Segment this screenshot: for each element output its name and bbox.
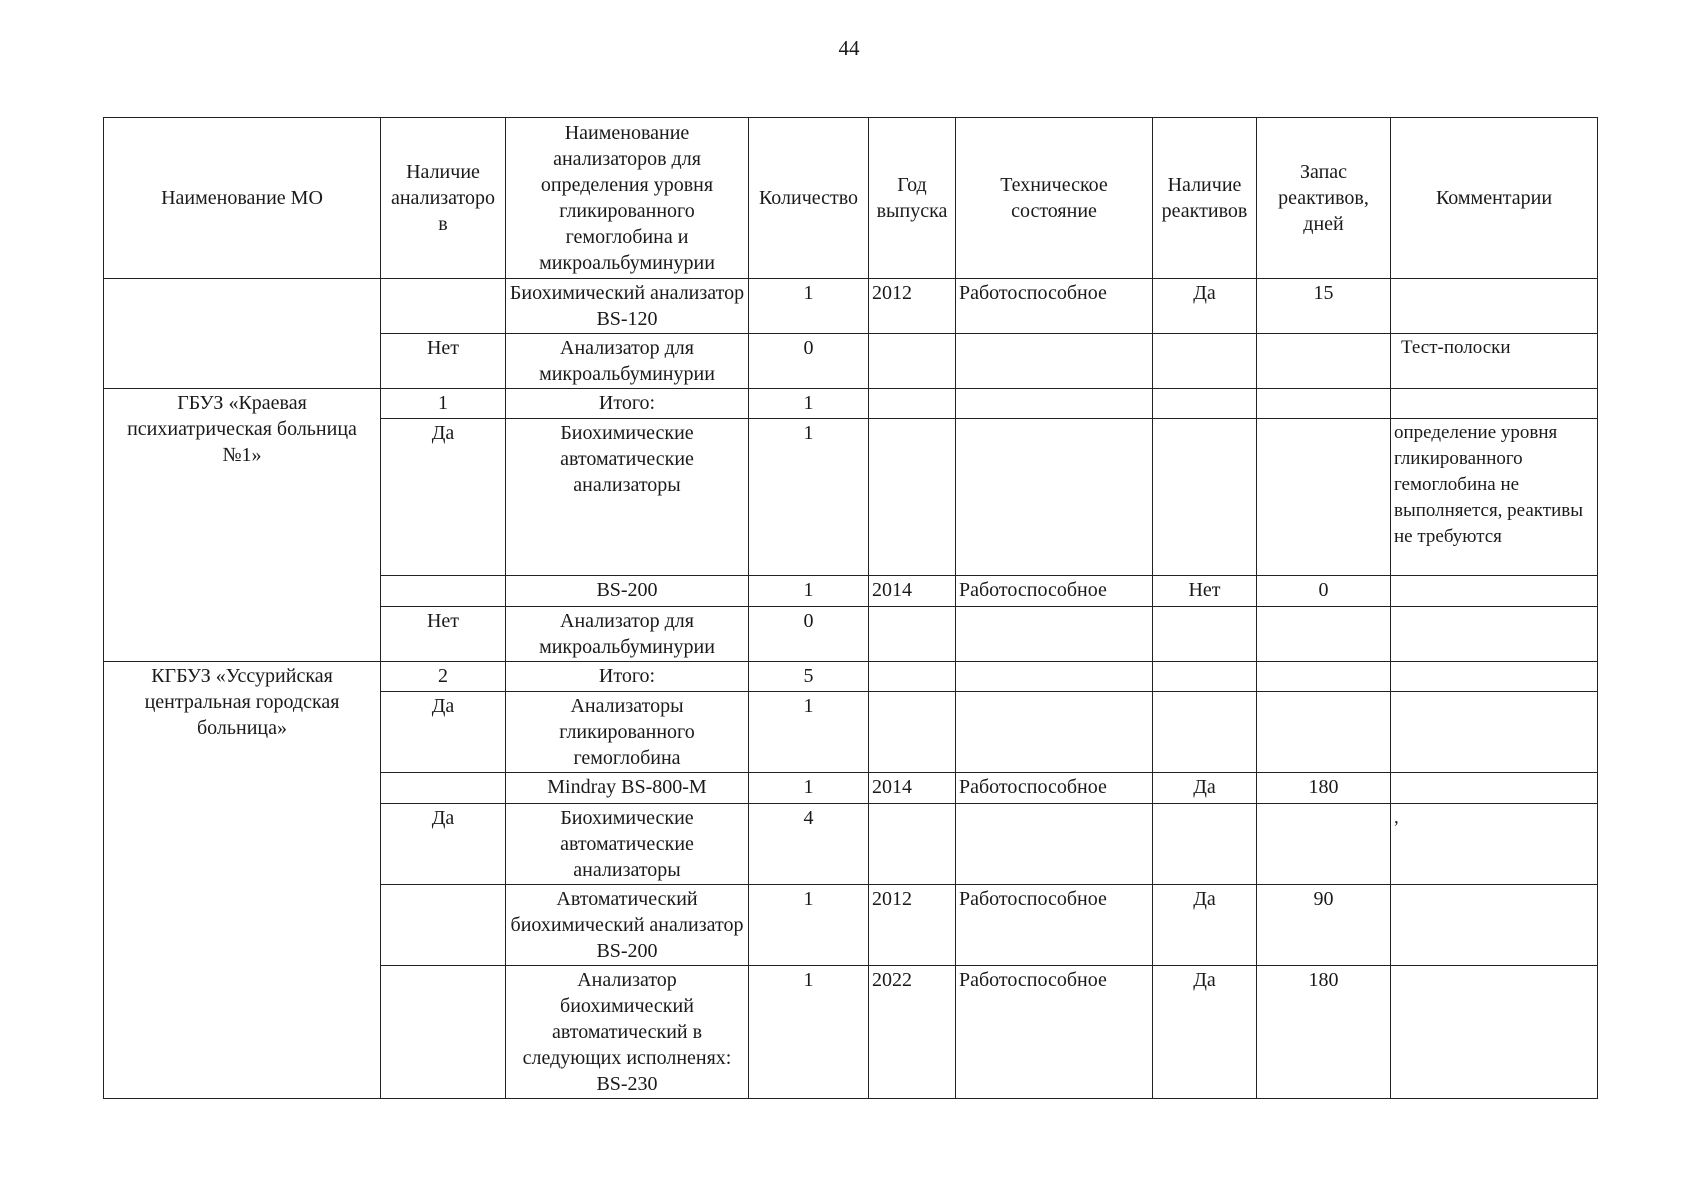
year-cell: [869, 334, 956, 389]
availability-cell: [381, 885, 506, 966]
year-cell: 2022: [869, 966, 956, 1099]
year-cell: [869, 692, 956, 773]
name-cell: Анализатор для микроальбуминурии: [506, 334, 749, 389]
availability-cell: Да: [381, 692, 506, 773]
availability-cell: Нет: [381, 334, 506, 389]
comment-cell: [1391, 389, 1598, 419]
table-row: [104, 279, 1598, 334]
condition-cell: Работоспособное: [956, 966, 1153, 1099]
count-cell: 1: [749, 885, 869, 966]
count-cell: 1: [749, 773, 869, 804]
availability-cell: [381, 773, 506, 804]
year-cell: 2014: [869, 576, 956, 607]
condition-cell: Работоспособное: [956, 773, 1153, 804]
count-cell: 1: [749, 576, 869, 607]
header-count: Количество: [749, 118, 869, 279]
count-cell: 1: [749, 692, 869, 773]
year-cell: 2012: [869, 885, 956, 966]
year-cell: [869, 607, 956, 662]
stock-cell: [1257, 662, 1391, 692]
stock-cell: [1257, 804, 1391, 885]
name-cell: Автоматический биохимический анализатор BS-200: [506, 885, 749, 966]
count-cell: 0: [749, 607, 869, 662]
year-cell: 2012: [869, 279, 956, 334]
count-cell: 0: [749, 334, 869, 389]
reagents-cell: [1153, 389, 1257, 419]
name-cell: Анализатор для микроальбуминурии: [506, 607, 749, 662]
page-number: 44: [838, 36, 860, 60]
comment-cell: [1391, 576, 1598, 607]
comment-cell: [1391, 662, 1598, 692]
count-cell: 1: [749, 389, 869, 419]
availability-cell: [381, 966, 506, 1099]
header-comments: Комментарии: [1391, 118, 1598, 279]
stock-cell: 0: [1257, 576, 1391, 607]
condition-cell: Работоспособное: [956, 576, 1153, 607]
name-cell: Итого:: [506, 389, 749, 419]
stock-cell: 15: [1257, 279, 1391, 334]
stock-cell: [1257, 389, 1391, 419]
stock-cell: 180: [1257, 966, 1391, 1099]
reagents-cell: [1153, 419, 1257, 576]
year-cell: [869, 419, 956, 576]
availability-cell: 2: [381, 662, 506, 692]
reagents-cell: Да: [1153, 966, 1257, 1099]
year-cell: [869, 389, 956, 419]
condition-cell: [956, 692, 1153, 773]
header-condition: Техническое состояние: [956, 118, 1153, 279]
count-cell: 5: [749, 662, 869, 692]
count-cell: 1: [749, 419, 869, 576]
reagents-cell: [1153, 334, 1257, 389]
count-cell: 4: [749, 804, 869, 885]
availability-cell: Да: [381, 419, 506, 576]
stock-cell: 180: [1257, 773, 1391, 804]
reagents-cell: [1153, 804, 1257, 885]
comment-cell: [1391, 966, 1598, 1099]
reagents-cell: Да: [1153, 885, 1257, 966]
condition-cell: [956, 607, 1153, 662]
name-cell: Mindray BS-800-M: [506, 773, 749, 804]
header-mo: Наименование МО: [104, 118, 381, 279]
condition-cell: [956, 419, 1153, 576]
reagents-cell: Да: [1153, 773, 1257, 804]
header-year: Год выпуска: [869, 118, 956, 279]
year-cell: [869, 804, 956, 885]
availability-cell: [381, 279, 506, 334]
reagents-cell: Нет: [1153, 576, 1257, 607]
name-cell: Биохимические автоматические анализаторы: [506, 419, 749, 576]
condition-cell: Работоспособное: [956, 279, 1153, 334]
comment-cell: Тест-полоски: [1391, 334, 1598, 389]
availability-cell: 1: [381, 389, 506, 419]
name-cell: Биохимические автоматические анализаторы: [506, 804, 749, 885]
count-cell: 1: [749, 966, 869, 1099]
comment-cell: [1391, 692, 1598, 773]
table-row: [104, 662, 1598, 692]
availability-cell: Да: [381, 804, 506, 885]
stock-cell: [1257, 692, 1391, 773]
reagents-cell: [1153, 607, 1257, 662]
condition-cell: [956, 334, 1153, 389]
mo-name-cell: КГБУЗ «Уссурийская центральная городская больница»: [104, 662, 381, 1099]
header-reagents: Наличие реактивов: [1153, 118, 1257, 279]
year-cell: [869, 662, 956, 692]
comment-cell: определение уровня гликированного гемоглобина не выполняется, реактивы не требуются: [1391, 419, 1598, 576]
comment-cell: [1391, 773, 1598, 804]
name-cell: Биохимический анализатор BS-120: [506, 279, 749, 334]
stock-cell: 90: [1257, 885, 1391, 966]
comment-cell: [1391, 885, 1598, 966]
name-cell: BS-200: [506, 576, 749, 607]
condition-cell: [956, 389, 1153, 419]
reagents-cell: Да: [1153, 279, 1257, 334]
condition-cell: Работоспособное: [956, 885, 1153, 966]
stock-cell: [1257, 334, 1391, 389]
condition-cell: [956, 662, 1153, 692]
header-row: [104, 118, 1598, 279]
comment-cell: [1391, 607, 1598, 662]
header-availability: Наличие анализаторо в: [381, 118, 506, 279]
reagents-cell: [1153, 692, 1257, 773]
reagents-cell: [1153, 662, 1257, 692]
name-cell: Анализатор биохимический автоматический в следующих исполненях: BS-230: [506, 966, 749, 1099]
analyzers-table: [103, 117, 1598, 1099]
header-stock: Запас реактивов, дней: [1257, 118, 1391, 279]
condition-cell: [956, 804, 1153, 885]
comment-cell: [1391, 279, 1598, 334]
availability-cell: [381, 576, 506, 607]
name-cell: Итого:: [506, 662, 749, 692]
count-cell: 1: [749, 279, 869, 334]
name-cell: Анализаторы гликированного гемоглобина: [506, 692, 749, 773]
table-row: [104, 389, 1598, 419]
stock-cell: [1257, 607, 1391, 662]
mo-name-cell: ГБУЗ «Краевая психиатрическая больница №1»: [104, 389, 381, 662]
year-cell: 2014: [869, 773, 956, 804]
availability-cell: Нет: [381, 607, 506, 662]
comment-cell: ,: [1391, 804, 1598, 885]
stock-cell: [1257, 419, 1391, 576]
mo-name-cell: [104, 279, 381, 389]
header-name: Наименование анализаторов для определения уровня гликированного гемоглобина и микроальбуминурии: [506, 118, 749, 279]
